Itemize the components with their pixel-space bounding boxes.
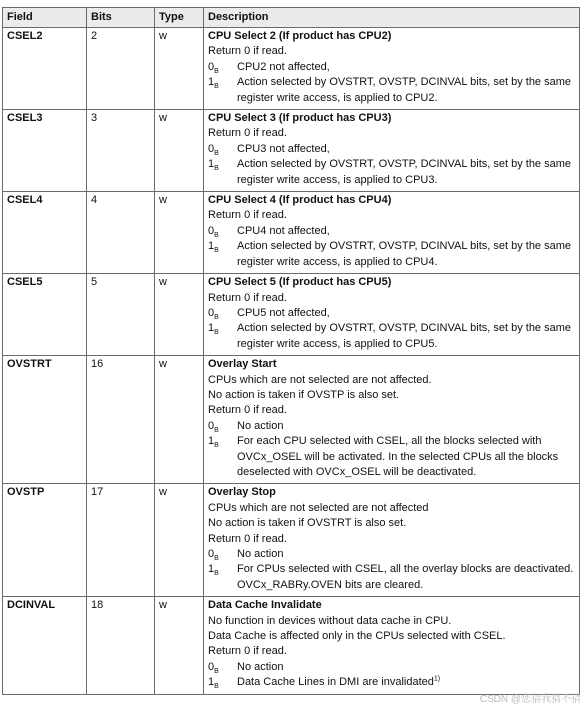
enum-text: No action [237,419,284,432]
field-bits: 2 [87,28,155,110]
enum-key [208,142,237,157]
enum-key [208,562,237,593]
enum-text-wrap [237,660,575,675]
enum-key-base: B [214,83,219,91]
enum-key-value: 1 [208,435,215,448]
enum-key [208,321,237,352]
field-name: OVSTRT [3,356,87,484]
field-name: CSEL4 [3,192,87,274]
description-line: Return 0 if read. [208,127,287,140]
enum-key-base: B [214,667,219,675]
enum-value [208,157,575,188]
field-name: OVSTP [3,484,87,597]
field-type: w [155,28,204,110]
enum-key-base: B [214,329,219,337]
enum-key [208,239,237,270]
enum-text: No action [237,548,284,560]
enum-text-wrap [237,306,575,321]
enum-value [208,60,575,75]
enum-key [208,675,237,690]
description-title: Overlay Stop [208,486,276,499]
enum-text-wrap [237,562,575,593]
table-header-row [3,8,580,28]
enum-key-value: 1 [208,158,215,171]
description-line: Return 0 if read. [208,404,287,417]
enum-key-base: B [214,313,219,321]
enum-key [208,419,237,434]
register-field-table [2,7,580,695]
field-name: CSEL2 [3,28,87,110]
enum-key-value: 1 [208,322,215,335]
enum-value [208,239,575,270]
description-line: Return 0 if read. [208,45,287,58]
enum-key-base: B [214,683,219,691]
header-description: Description [204,8,580,28]
enum-text-wrap [237,547,575,562]
enum-value [208,142,575,157]
description-title: CPU Select 2 (If product has CPU2) [208,30,392,42]
enum-text: CPU4 not affected, [237,224,330,237]
enum-text: For CPUs selected with CSEL, all the overlay blocks are deactivated. OVCx_RABRy.OVEN bits are cleared. [237,563,574,591]
enum-key-value: 1 [208,76,215,89]
enum-key [208,306,237,321]
table-body [3,28,580,695]
field-bits: 4 [87,192,155,274]
field-bits: 3 [87,110,155,192]
field-description [204,110,580,192]
description-line: No function in devices without data cache in CPU. [208,614,452,627]
enum-key-base: B [214,555,219,562]
enum-key-value: 0 [208,142,215,155]
field-bits: 5 [87,274,155,356]
enum-key-value: 1 [208,676,215,689]
field-bits: 16 [87,356,155,484]
table-row [3,484,580,597]
enum-text: CPU5 not affected, [237,306,330,319]
table-row [3,274,580,356]
field-type: w [155,484,204,597]
enum-text-wrap [237,321,575,352]
table-row [3,28,580,110]
enum-key [208,60,237,75]
enum-value [208,675,575,690]
description-line: Return 0 if read. [208,209,287,222]
enum-value [208,547,575,562]
description-line: CPUs which are not selected are not affected [208,501,429,514]
description-title: CPU Select 5 (If product has CPU5) [208,276,392,289]
field-bits: 17 [87,484,155,597]
enum-key-value: 1 [208,563,215,576]
enum-key-value: 0 [208,548,215,560]
field-name: CSEL5 [3,274,87,356]
enum-key-value: 0 [208,419,215,432]
enum-value [208,434,575,480]
field-name: CSEL3 [3,110,87,192]
description-line: No action is taken if OVSTP is also set. [208,388,400,401]
enum-key [208,547,237,562]
field-description [204,356,580,484]
enum-text-wrap [237,675,575,690]
header-type: Type [155,8,204,28]
enum-text-wrap [237,60,575,75]
enum-text-wrap [237,142,575,157]
enum-value [208,75,575,106]
enum-value [208,224,575,239]
enum-text: Action selected by OVSTRT, OVSTP, DCINVAL bits, set by the same register write access, is applied to CPU4. [237,240,572,268]
csdn-watermark: CSDN @您猜我猜不猜 [479,694,581,705]
description-title: Overlay Start [208,358,277,371]
description-title: CPU Select 4 (If product has CPU4) [208,194,392,207]
field-type: w [155,597,204,694]
enum-key-base: B [214,149,219,157]
enum-value [208,660,575,675]
field-bits: 18 [87,597,155,694]
field-description [204,28,580,110]
field-description [204,484,580,597]
enum-text: CPU3 not affected, [237,142,330,155]
description-line: No action is taken if OVSTRT is also set. [208,517,407,530]
enum-text-wrap [237,224,575,239]
enum-key-value: 1 [208,240,215,253]
field-type: w [155,192,204,274]
description-line: Return 0 if read. [208,291,287,304]
enum-text-wrap [237,419,575,434]
description-line: CPUs which are not selected are not affected. [208,373,432,386]
enum-text: Action selected by OVSTRT, OVSTP, DCINVAL bits, set by the same register write access, is applied to CPU5. [237,322,572,350]
enum-text-wrap [237,75,575,106]
description-line: Data Cache is affected only in the CPUs selected with CSEL. [208,630,506,643]
enum-key-value: 0 [208,60,215,73]
enum-key-value: 0 [208,306,215,319]
field-type: w [155,356,204,484]
enum-key-base: B [214,570,219,578]
enum-key-base: B [214,231,219,239]
enum-text: CPU2 not affected, [237,60,330,73]
field-type: w [155,274,204,356]
field-description [204,192,580,274]
enum-key-base: B [214,67,219,75]
enum-key [208,75,237,106]
enum-key [208,224,237,239]
enum-text-wrap [237,434,575,480]
description-title: Data Cache Invalidate [208,599,322,612]
table-row [3,597,580,694]
enum-text: Action selected by OVSTRT, OVSTP, DCINVAL bits, set by the same register write access, is applied to CPU2. [237,76,572,104]
enum-text: For each CPU selected with CSEL, all the blocks selected with OVCx_OSEL will be activated. In the selected CPUs all the blocks deselected with OVCx_OSEL will be deactivated. [237,435,559,478]
field-description [204,597,580,694]
enum-text-wrap [237,157,575,188]
table-row [3,110,580,192]
enum-text: Action selected by OVSTRT, OVSTP, DCINVAL bits, set by the same register write access, is applied to CPU3. [237,158,572,186]
enum-text-wrap [237,239,575,270]
enum-key [208,660,237,675]
description-line: Return 0 if read. [208,645,287,658]
table-row [3,192,580,274]
enum-text: Data Cache Lines in DMI are invalidated [237,676,434,689]
footnote-marker: 1) [433,675,441,683]
description-line: Return 0 if read. [208,532,287,545]
field-name: DCINVAL [3,597,87,694]
description-title: CPU Select 3 (If product has CPU3) [208,112,392,125]
enum-key-base: B [214,247,219,255]
enum-text: No action [237,660,284,673]
enum-key [208,434,237,480]
enum-key-base: B [214,442,219,450]
enum-key-base: B [214,165,219,173]
enum-value [208,321,575,352]
header-bits: Bits [87,8,155,28]
header-field: Field [3,8,87,28]
field-type: w [155,110,204,192]
table-row [3,356,580,484]
enum-value [208,306,575,321]
field-description [204,274,580,356]
enum-key-base: B [214,426,219,434]
enum-key-value: 0 [208,224,215,237]
enum-key [208,157,237,188]
enum-value [208,419,575,434]
enum-key-value: 0 [208,660,215,673]
enum-value [208,562,575,593]
